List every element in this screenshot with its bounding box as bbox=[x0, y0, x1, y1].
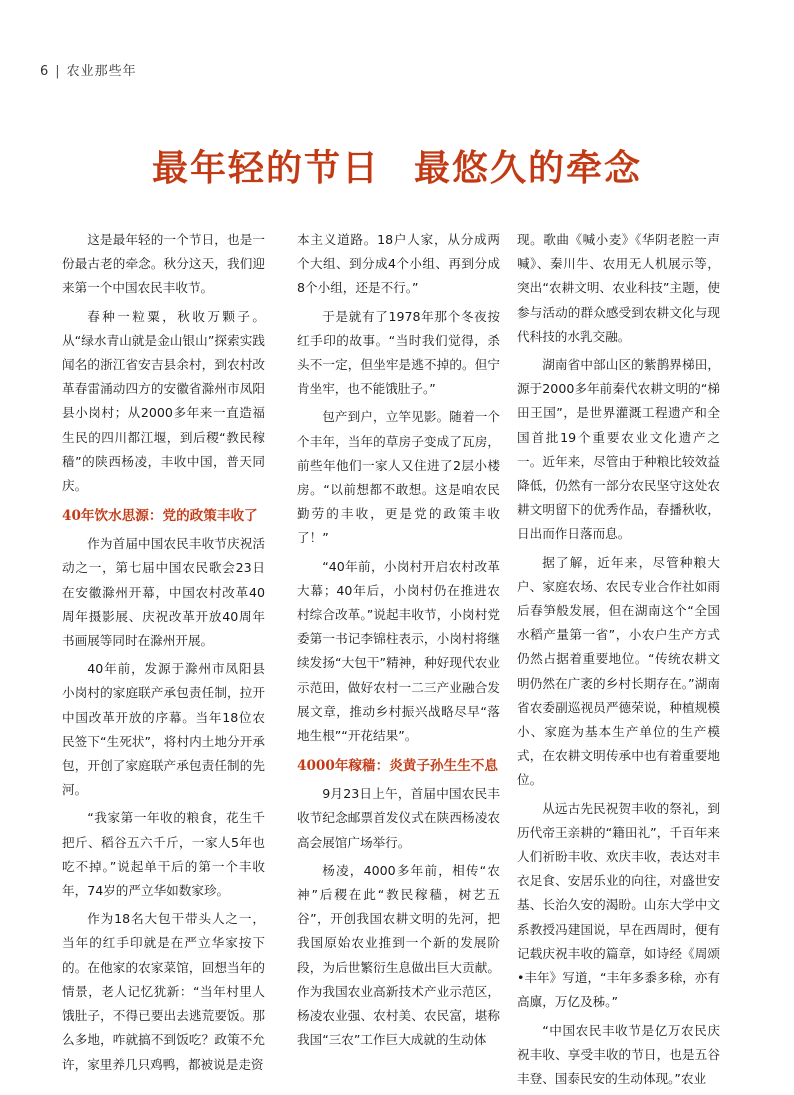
header-separator: | bbox=[55, 64, 61, 79]
paragraph: 从远古先民祝贺丰收的祭礼，到历代帝王亲耕的“籍田礼”，千百年来人们祈盼丰收、欢庆丰收，表达对丰衣足食、安居乐业的向往，对盛世安基、长治久安的渴盼。山东大学中文系教授冯建国说，早在西周时，便有记载庆祝丰收的篇章，如诗经《周颂•丰年》写道，“丰年多黍多稌，亦有高廪，万亿及秭。” bbox=[517, 800, 720, 1010]
title-part-1: 最年轻的节日 bbox=[151, 147, 380, 189]
paragraph: 春种一粒粟，秋收万颗子。从“绿水青山就是金山银山”探索实践闻名的浙江省安吉县余村，到农村改革春雷涌动四方的安徽省滁州市凤阳县小岗村；从2000多年来一直造福生民的四川都江堰，到后稷“教民稼穑”的陕西杨凌，丰收中国，普天同庆。 bbox=[62, 308, 265, 494]
paragraph: 40年前，发源于滁州市凤阳县小岗村的家庭联产承包责任制，拉开中国改革开放的序幕。当年18位农民签下“生死状”，将村内土地分开承包，开创了家庭联产承包责任制的先河。 bbox=[62, 661, 265, 798]
paragraph: “我家第一年收的粮食，花生千把斤、稻谷五六千斤，一家人5年也吃不掉。”说起单干后的第一个丰收年，74岁的严立华如数家珍。 bbox=[62, 810, 265, 899]
paragraph: “中国农民丰收节是亿万农民庆祝丰收、享受丰收的节日，也是五谷丰登、国泰民安的生动体现。”农业 bbox=[517, 1022, 720, 1086]
paragraph: “40年前，小岗村开启农村改革大幕；40年后，小岗村仍在推进农村综合改革。”说起丰收节，小岗村党委第一书记李锦柱表示，小岗村将继续发扬“大包干”精神，种好现代农业示范田，做好农村一二三产业融合发展文章，推动乡村振兴战略尽早“落地生根”“开花结果”。 bbox=[297, 558, 500, 744]
paragraph-continued: 现。歌曲《喊小麦》《华阴老腔一声喊》、秦川牛、农用无人机展示等，突出“农耕文明、农业科技”主题，使参与活动的群众感受到农耕文化与现代科技的水乳交融。 bbox=[517, 232, 720, 344]
paragraph: 于是就有了1978年那个冬夜按红手印的故事。“当时我们觉得，杀头不一定，但坐牢是逃不掉的。但宁肯坐牢，也不能饿肚子。” bbox=[297, 308, 500, 397]
text-column-1 bbox=[62, 228, 265, 1081]
paragraph: 湖南省中部山区的紫鹊界梯田，源于2000多年前秦代农耕文明的“梯田王国”，是世界灌溉工程遗产和全国首批19个重要农业文化遗产之一。近年来，尽管由于种粮比较效益降低，仍然有一部分农民坚守这处农耕文明留下的优秀作品，春播秋收，日出而作日落而息。 bbox=[517, 357, 720, 542]
text-column-3 bbox=[517, 228, 720, 1095]
article-title bbox=[0, 140, 794, 191]
text-column-2 bbox=[297, 228, 500, 1057]
page-number: 6 bbox=[40, 64, 50, 79]
paragraph-continued: 本主义道路。18户人家，从分成两个大组、到分成4个小组、再到分成8个小组，还是不行。” bbox=[297, 232, 500, 296]
page-header bbox=[40, 60, 137, 79]
paragraph: 作为18名大包干带头人之一，当年的红手印就是在严立华家按下的。在他家的农家菜馆，回想当年的情景，老人记忆犹新：“当年村里人饿肚子，不得已要出去逃荒要饭。那么多地，咋就搞不到饭吃？政策不允许，家里养几只鸡鸭，都被说是走资 bbox=[62, 911, 265, 1072]
section-name: 农业那些年 bbox=[66, 64, 137, 79]
paragraph: 作为首届中国农民丰收节庆祝活动之一，第七届中国农民歌会23日在安徽滁州开幕，中国农村改革40周年摄影展、庆祝改革开放40周年书画展等同时在滁州开展。 bbox=[62, 536, 265, 649]
paragraph: 9月23日上午，首届中国农民丰收节纪念邮票首发仪式在陕西杨凌农高会展馆广场举行。 bbox=[297, 786, 500, 850]
paragraph: 包产到户，立竿见影。随着一个个丰年，当年的草房子变成了瓦房，前些年他们一家人又住进了2层小楼房。“以前想都不敢想。这是咱农民勤劳的丰收，更是党的政策丰收了！” bbox=[297, 409, 500, 546]
paragraph: 据了解，近年来，尽管种粮大户、家庭农场、农民专业合作社如雨后春笋般发展，但在湖南这个“全国水稻产量第一省”，小农户生产方式仍然占据着重要地位。“传统农耕文明仍然在广袤的乡村长期存在。”湖南省农委副巡视员严德荣说，种植规模小、家庭为基本生产单位的生产模式，在农耕文明传承中也有着重要地位。 bbox=[517, 554, 720, 788]
title-part-2: 最悠久的牵念 bbox=[414, 147, 643, 189]
section-heading: 40年饮水思源：党的政策丰收了 bbox=[62, 508, 258, 525]
paragraph: 这是最年轻的一个节日，也是一份最古老的牵念。秋分这天，我们迎来第一个中国农民丰收节。 bbox=[62, 232, 265, 296]
section-heading: 4000年稼穑：炎黄子孙生生不息 bbox=[297, 758, 498, 775]
paragraph: 杨凌，4000多年前，相传“农神”后稷在此“教民稼穑，树艺五谷”，开创我国农耕文明的先河，把我国原始农业推到一个新的发展阶段，为后世繁衍生息做出巨大贡献。作为我国农业高新技术产业示范区，杨凌农业强、农村美、农民富，堪称我国“三农”工作巨大成就的生动体 bbox=[297, 862, 500, 1048]
